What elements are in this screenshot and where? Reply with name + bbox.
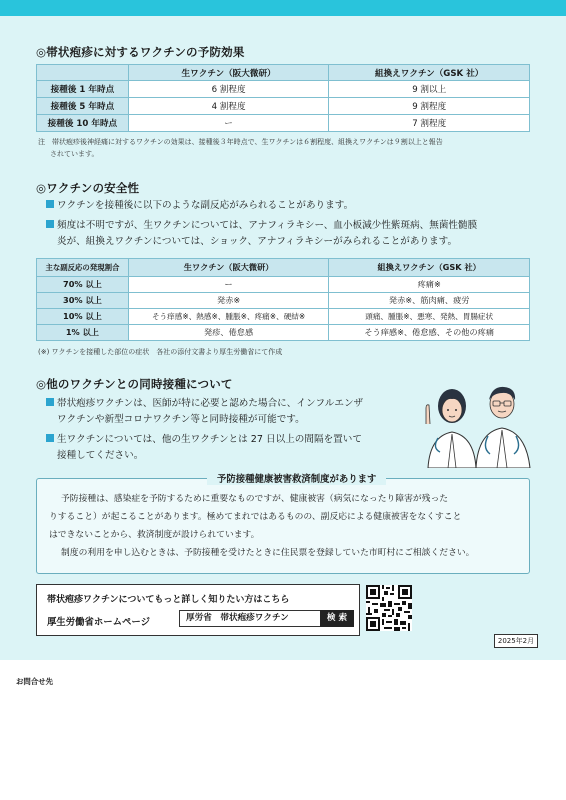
- cell-recomb: 9 割以上: [329, 81, 530, 98]
- cell-recomb: 発赤※、筋肉痛、疲労: [329, 293, 530, 309]
- cell-live: 4 割程度: [128, 98, 329, 115]
- cell-recomb: 7 割程度: [329, 115, 530, 132]
- bullet-text: ワクチンを接種後に以下のような副反応がみられることがあります。: [57, 200, 354, 211]
- row-label: 30% 以上: [37, 293, 129, 309]
- link-line1: 帯状疱疹ワクチンについてもっと詳しく知りたい方はこちら: [47, 595, 290, 605]
- qr-code-icon[interactable]: [366, 585, 412, 631]
- top-accent-bar: [0, 0, 566, 16]
- cell-recomb: そう痒感※、倦怠感、その他の疼痛: [329, 325, 530, 341]
- se-col-rate: 主な副反応の発現割合: [37, 259, 129, 277]
- issue-date: 2025年2月: [494, 634, 538, 648]
- relief-para1-line3: はできないことから、救済制度が設けられています。: [49, 530, 260, 540]
- cell-live: ー: [128, 115, 329, 132]
- se-col-live: 生ワクチン（阪大微研）: [128, 259, 329, 277]
- simultaneous-bullet-2: [46, 432, 362, 448]
- row-label: 接種後 5 年時点: [37, 98, 129, 115]
- relief-para1-line2: りすること）が起こることがあります。極めてまれではあるものの、副反応による健康被害をなくすこと: [49, 512, 462, 522]
- efficacy-note-line2: されています。: [50, 150, 99, 158]
- cell-recomb: 疼痛※: [329, 277, 530, 293]
- cell-live: 発赤※: [128, 293, 329, 309]
- relief-para2: 制度の利用を申し込むときは、予防接種を受けたときに住民票を登録していた市町村にご相談ください。: [61, 548, 475, 558]
- relief-title: 予防接種健康被害救済制度があります: [207, 471, 386, 485]
- safety-bullet-2-cont: 炎が、組換えワクチンについては、ショック、アナフィラキシーがみられることがあります。: [57, 236, 458, 247]
- row-label: 接種後 10 年時点: [37, 115, 129, 132]
- row-label: 70% 以上: [37, 277, 129, 293]
- bullet-square-icon: [46, 200, 54, 208]
- side-effects-table: [36, 258, 530, 341]
- cell-live: 6 割程度: [128, 81, 329, 98]
- bullet-text: 頻度は不明ですが、生ワクチンについては、アナフィラキシー、血小板減少性紫斑病、無菌性髄膜: [57, 220, 478, 231]
- row-label: 1% 以上: [37, 325, 129, 341]
- bullet-square-icon: [46, 220, 54, 228]
- relief-system-box: [36, 474, 530, 574]
- table-row: [37, 293, 530, 309]
- bullet-square-icon: [46, 434, 54, 442]
- safety-bullet-2: [46, 218, 477, 234]
- row-label: 接種後 1 年時点: [37, 81, 129, 98]
- cell-live: ー: [128, 277, 329, 293]
- search-query-box[interactable]: 厚労省 帯状疱疹ワクチン: [179, 610, 323, 627]
- bullet-text: 生ワクチンについては、他の生ワクチンとは 27 日以上の間隔を置いて: [57, 434, 362, 445]
- side-effects-note: (※) ワクチンを接種した部位の症状 各社の添付文書より厚生労働省にて作成: [38, 348, 283, 356]
- table-row: [37, 115, 530, 132]
- table-row: [37, 81, 530, 98]
- link-site-name: 厚生労働省ホームページ: [47, 617, 150, 628]
- contact-label: お問合せ先: [16, 677, 53, 686]
- efficacy-table: [36, 64, 530, 132]
- table-row: [37, 309, 530, 325]
- efficacy-note-line1: 注 帯状疱疹後神経痛に対するワクチンの効果は、接種後３年時点で、生ワクチンは６割程度、組換えワクチンは９割以上と報告: [38, 138, 443, 146]
- relief-para1-line1: 予防接種は、感染症を予防するために重要なものですが、健康被害（病気になったり障害が残った: [61, 494, 449, 504]
- simultaneous-bullet-1-cont: ワクチンや新型コロナワクチン等と同時接種が可能です。: [57, 414, 305, 425]
- simultaneous-bullet-2-cont: 接種してください。: [57, 450, 144, 461]
- efficacy-heading: ◎帯状疱疹に対するワクチンの予防効果: [36, 45, 245, 59]
- doctors-illustration: [418, 378, 534, 468]
- table-row: [37, 325, 530, 341]
- efficacy-col-recomb: 組換えワクチン（GSK 社）: [329, 65, 530, 81]
- row-label: 10% 以上: [37, 309, 129, 325]
- simultaneous-heading: ◎他のワクチンとの同時接種について: [36, 377, 233, 391]
- safety-bullet-1: [46, 198, 353, 214]
- search-button[interactable]: 検 索: [320, 610, 354, 627]
- simultaneous-bullet-1: [46, 396, 363, 412]
- bullet-text: 帯状疱疹ワクチンは、医師が特に必要と認めた場合に、インフルエンザ: [57, 398, 364, 409]
- table-row: [37, 277, 530, 293]
- efficacy-col-live: 生ワクチン（阪大微研）: [128, 65, 329, 81]
- mhlw-link-box[interactable]: [36, 584, 360, 636]
- cell-live: そう痒感※、熱感※、腫脹※、疼痛※、硬結※: [128, 309, 329, 325]
- cell-live: 発疹、倦怠感: [128, 325, 329, 341]
- cell-recomb: 9 割程度: [329, 98, 530, 115]
- table-row: [37, 98, 530, 115]
- se-col-recomb: 組換えワクチン（GSK 社）: [329, 259, 530, 277]
- safety-heading: ◎ワクチンの安全性: [36, 181, 140, 195]
- efficacy-corner-cell: [37, 65, 129, 81]
- cell-recomb: 頭痛、腫脹※、悪寒、発熱、胃腸症状: [329, 309, 530, 325]
- bullet-square-icon: [46, 398, 54, 406]
